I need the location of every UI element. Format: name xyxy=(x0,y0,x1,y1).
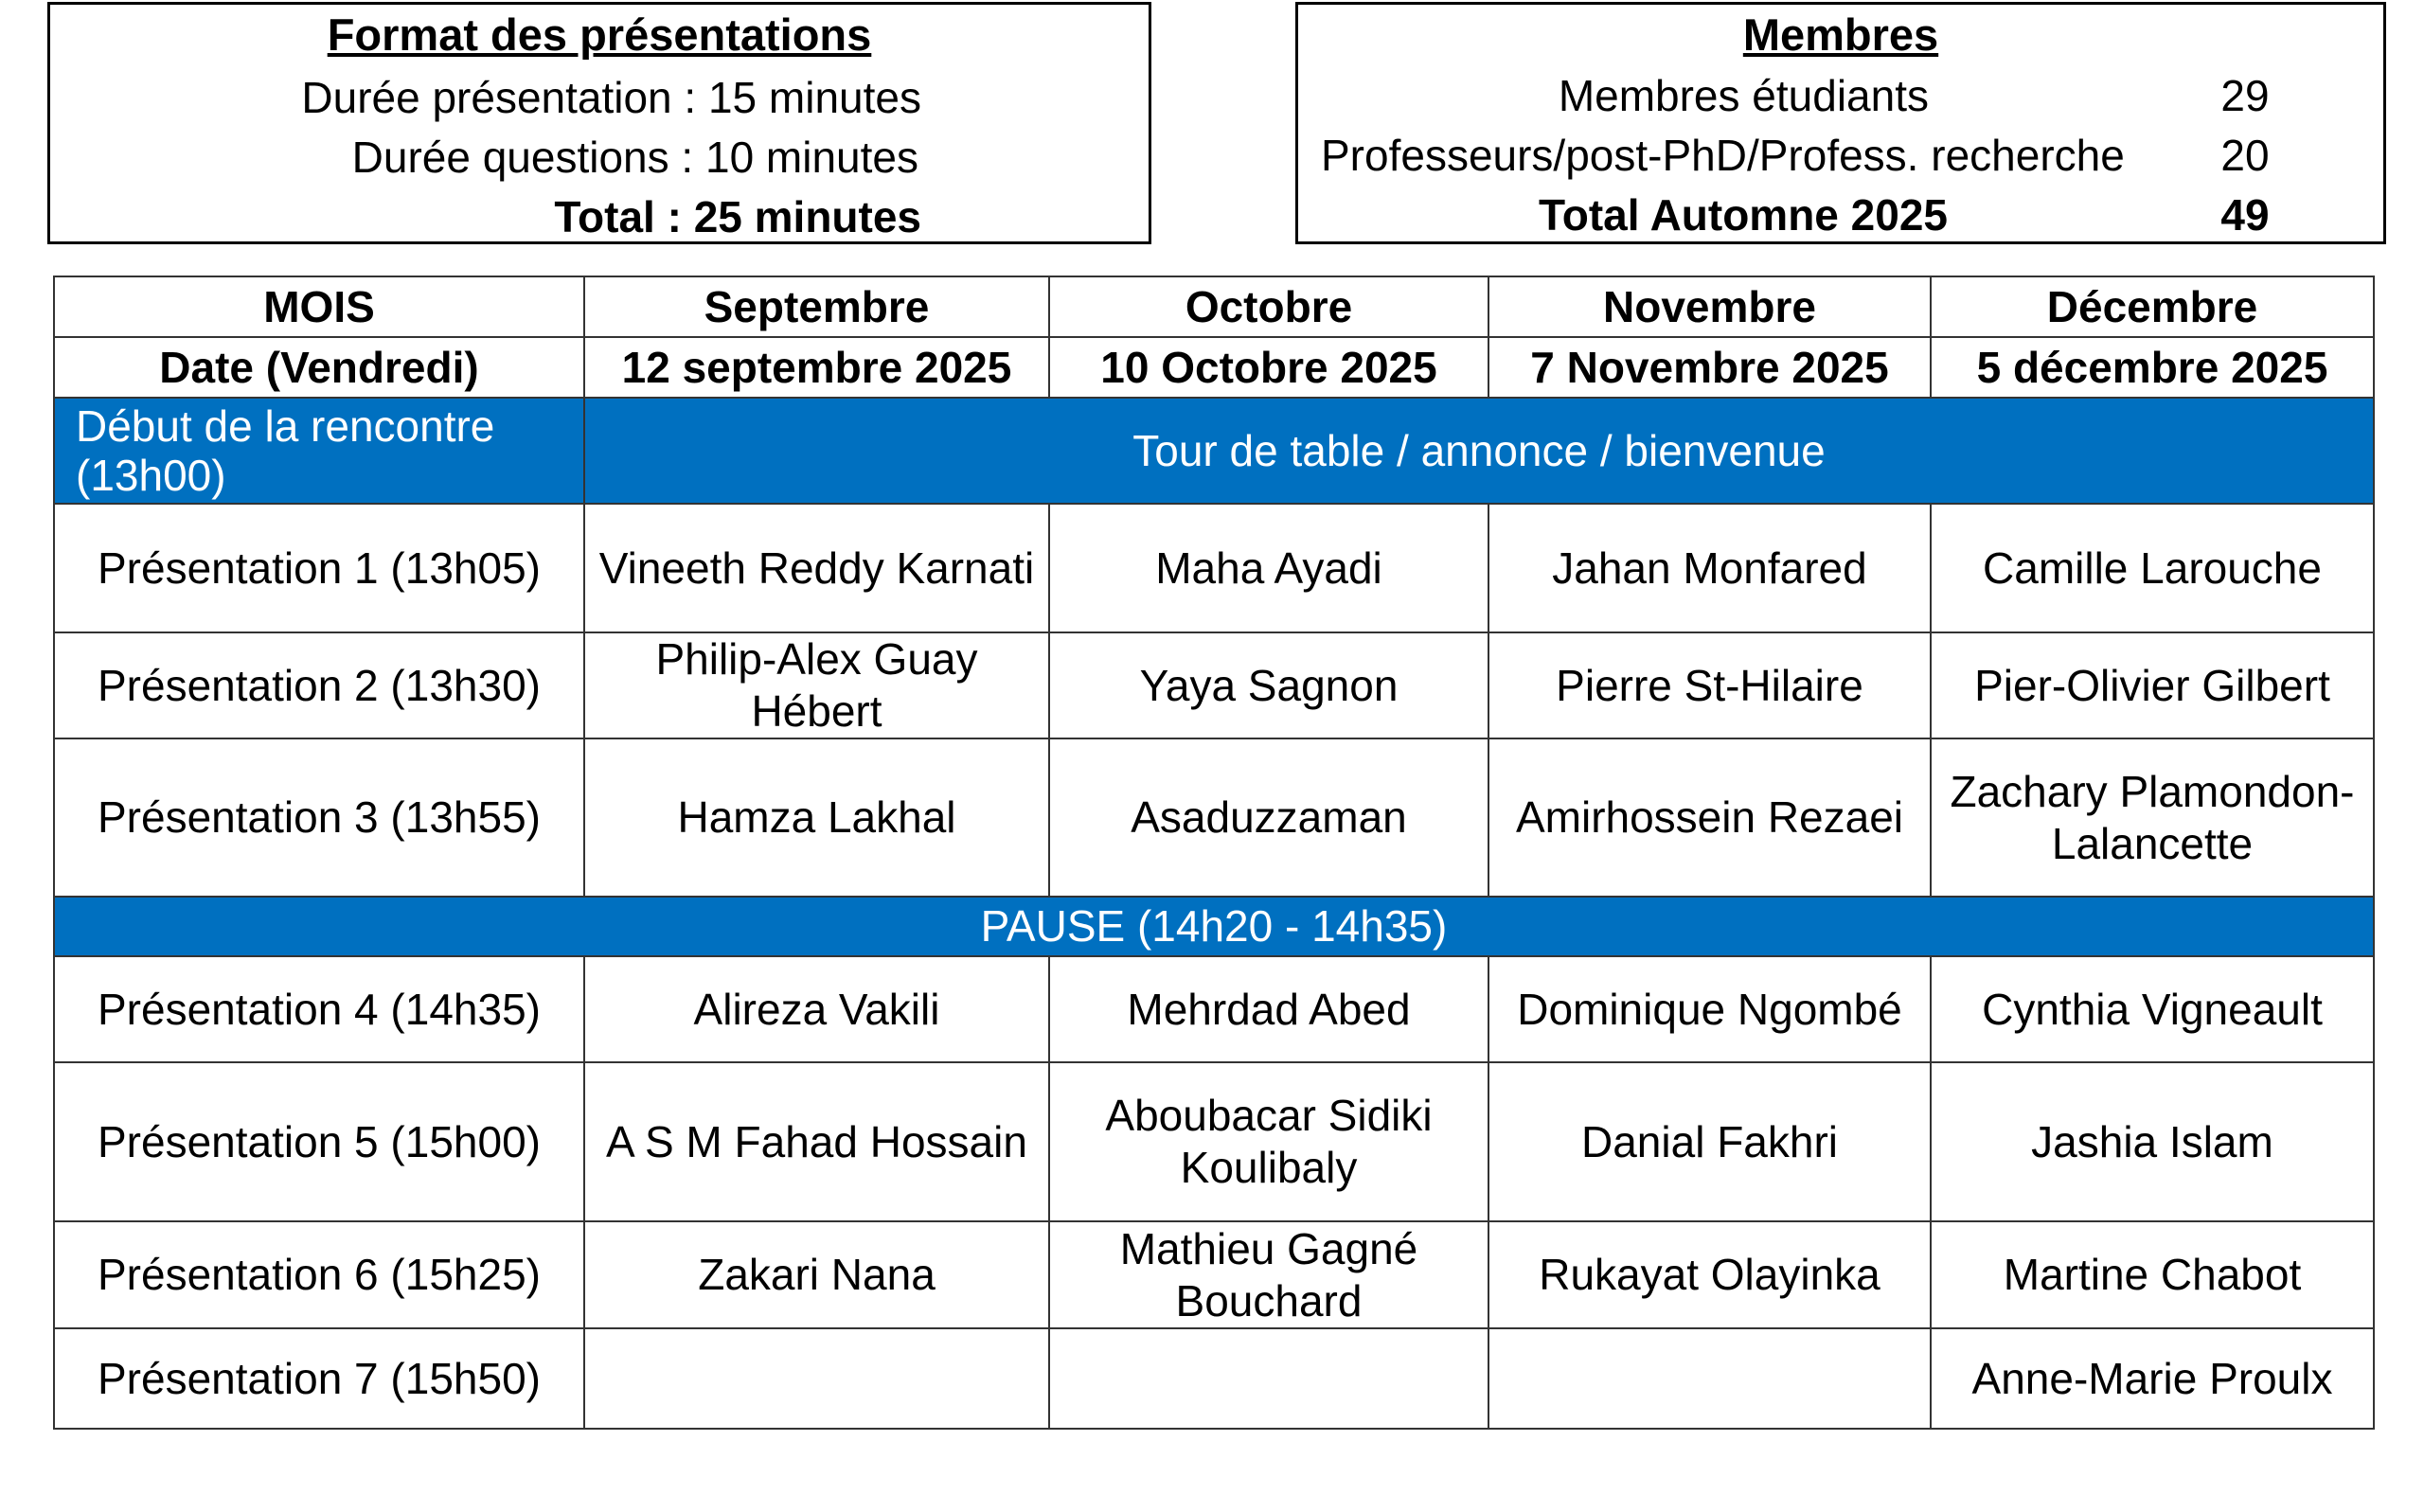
presenter-cell: A S M Fahad Hossain xyxy=(584,1062,1049,1221)
presenter-cell: Philip-Alex Guay Hébert xyxy=(584,632,1049,738)
presenter-cell: Alireza Vakili xyxy=(584,956,1049,1062)
members-total-value: 49 xyxy=(2220,190,2270,240)
pause-label: PAUSE (14h20 - 14h35) xyxy=(54,897,2374,956)
month-november: Novembre xyxy=(1488,276,1931,337)
presenter-cell xyxy=(1488,1328,1931,1429)
members-row-label: Professeurs/post-PhD/Profess. recherche xyxy=(1321,131,2125,180)
format-line-questions: Durée questions : 10 minutes xyxy=(351,133,918,182)
presentation-row xyxy=(54,956,2374,1062)
pause-row xyxy=(54,897,2374,956)
presenter-cell: Zachary Plamondon-Lalancette xyxy=(1931,738,2374,897)
presenter-cell: Amirhossein Rezaei xyxy=(1488,738,1931,897)
presentation-slot-label: Présentation 7 (15h50) xyxy=(54,1328,584,1429)
presenter-cell: Maha Ayadi xyxy=(1049,504,1488,632)
presentation-row xyxy=(54,738,2374,897)
members-total-label: Total Automne 2025 xyxy=(1539,190,1948,240)
presentation-slot-label: Présentation 4 (14h35) xyxy=(54,956,584,1062)
presenter-cell: Mehrdad Abed xyxy=(1049,956,1488,1062)
presenter-cell: Cynthia Vigneault xyxy=(1931,956,2374,1062)
presenter-cell: Danial Fakhri xyxy=(1488,1062,1931,1221)
meeting-start-activity: Tour de table / annonce / bienvenue xyxy=(584,398,2374,504)
members-row xyxy=(1298,126,2383,185)
presenter-cell: Jashia Islam xyxy=(1931,1062,2374,1221)
presenter-cell: Camille Larouche xyxy=(1931,504,2374,632)
schedule-table xyxy=(53,276,2375,1430)
presentation-slot-label: Présentation 6 (15h25) xyxy=(54,1221,584,1328)
presentation-slot-label: Présentation 5 (15h00) xyxy=(54,1062,584,1221)
month-september: Septembre xyxy=(584,276,1049,337)
date-november: 7 Novembre 2025 xyxy=(1488,337,1931,398)
members-row-value: 29 xyxy=(2220,71,2270,120)
presentation-slot-label: Présentation 2 (13h30) xyxy=(54,632,584,738)
presenter-cell xyxy=(1049,1328,1488,1429)
meeting-start-row xyxy=(54,398,2374,504)
members-box xyxy=(1295,2,2386,244)
presenter-cell: Jahan Monfared xyxy=(1488,504,1931,632)
presenter-cell: Martine Chabot xyxy=(1931,1221,2374,1328)
members-row-value: 20 xyxy=(2220,131,2270,180)
members-row xyxy=(1298,66,2383,125)
date-header-label: Date (Vendredi) xyxy=(54,337,584,398)
format-line-presentation: Durée présentation : 15 minutes xyxy=(301,73,921,122)
format-title: Format des présentations xyxy=(327,9,872,60)
date-september: 12 septembre 2025 xyxy=(584,337,1049,398)
date-october: 10 Octobre 2025 xyxy=(1049,337,1488,398)
meeting-start-label: Début de la rencontre (13h00) xyxy=(54,398,584,504)
presenter-cell: Asaduzzaman xyxy=(1049,738,1488,897)
members-row-label: Membres étudiants xyxy=(1558,71,1929,120)
presenter-cell: Mathieu Gagné Bouchard xyxy=(1049,1221,1488,1328)
presentation-row xyxy=(54,504,2374,632)
month-october: Octobre xyxy=(1049,276,1488,337)
date-header-row xyxy=(54,337,2374,398)
presentation-row xyxy=(54,1062,2374,1221)
presenter-cell: Aboubacar Sidiki Koulibaly xyxy=(1049,1062,1488,1221)
members-title: Membres xyxy=(1742,9,1939,60)
presenter-cell: Zakari Nana xyxy=(584,1221,1049,1328)
presentation-row xyxy=(54,632,2374,738)
presenter-cell: Anne-Marie Proulx xyxy=(1931,1328,2374,1429)
presentation-slot-label: Présentation 3 (13h55) xyxy=(54,738,584,897)
format-total: Total : 25 minutes xyxy=(554,192,921,241)
presenter-cell: Rukayat Olayinka xyxy=(1488,1221,1931,1328)
members-total-row xyxy=(1298,186,2383,244)
presentation-row xyxy=(54,1221,2374,1328)
presenter-cell: Pier-Olivier Gilbert xyxy=(1931,632,2374,738)
presenter-cell: Dominique Ngombé xyxy=(1488,956,1931,1062)
month-header-label: MOIS xyxy=(54,276,584,337)
presentation-row xyxy=(54,1328,2374,1429)
month-december: Décembre xyxy=(1931,276,2374,337)
month-header-row xyxy=(54,276,2374,337)
presenter-cell xyxy=(584,1328,1049,1429)
presenter-cell: Pierre St-Hilaire xyxy=(1488,632,1931,738)
date-december: 5 décembre 2025 xyxy=(1931,337,2374,398)
presentation-format-box xyxy=(47,2,1151,244)
presenter-cell: Vineeth Reddy Karnati xyxy=(584,504,1049,632)
presenter-cell: Yaya Sagnon xyxy=(1049,632,1488,738)
presenter-cell: Hamza Lakhal xyxy=(584,738,1049,897)
presentation-slot-label: Présentation 1 (13h05) xyxy=(54,504,584,632)
